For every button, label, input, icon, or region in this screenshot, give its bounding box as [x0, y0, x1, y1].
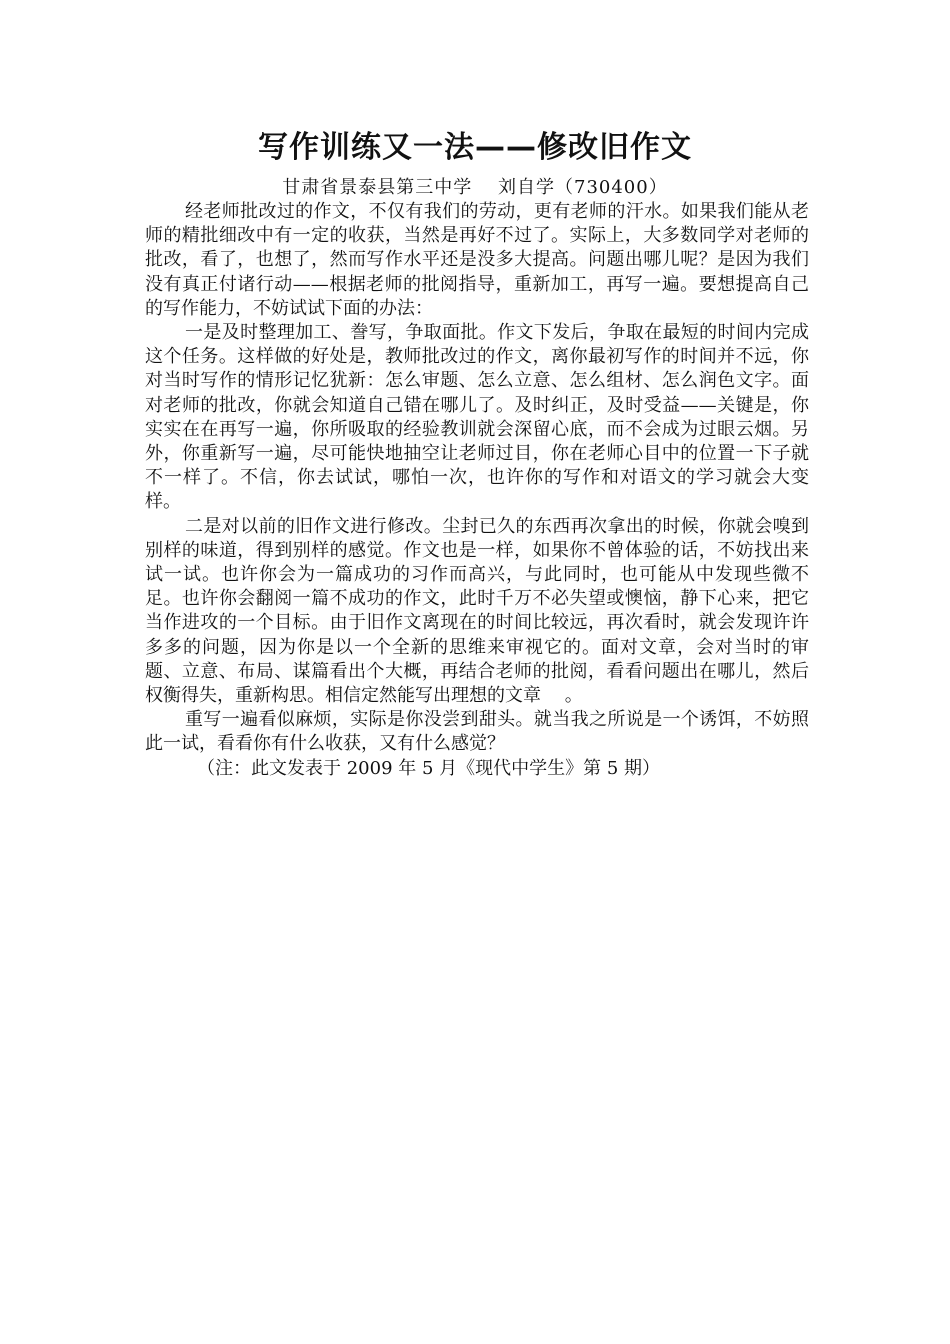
article-title: 写作训练又一法——修改旧作文 [258, 130, 692, 165]
paragraph-conclusion: 重写一遍看似麻烦，实际是你没尝到甜头。就当我之所说是一个诱饵，不妨照此一试，看看你有什么收获，又有什么感觉？ [145, 709, 809, 755]
publication-note: （注：此文发表于 2009 年 5 月《现代中学生》第 5 期） [197, 757, 661, 779]
paragraph-method-one: 一是及时整理加工、誊写，争取面批。作文下发后，争取在最短的时间内完成这个任务。这样做的好处是，教师批改过的作文，离你最初写作的时间并不远，你对当时写作的情形记忆犹新：怎么审题、怎么立意、怎么组材、怎么润色文字。面对老师的批改，你就会知道自己错在哪儿了。及时纠正，及时受益——关键是，你实实在在再写一遍，你所吸取的经验教训就会深留心底，而不会成为过眼云烟。另外，你重新写一遍，尽可能快地抽空让老师过目，你在老师心目中的位置一下子就不一样了。不信，你去试试，哪怕一次，也许你的写作和对语文的学习就会大变样。 [145, 322, 809, 513]
author-byline: 甘肃省景泰县第三中学 刘自学（730400） [282, 177, 668, 198]
paragraph-method-two: 二是对以前的旧作文进行修改。尘封已久的东西再次拿出的时候，你就会嗅到别样的味道，得到别样的感觉。作文也是一样，如果你不曾体验的话，不妨找出来试一试。也许你会为一篇成功的习作而高兴，与此同时，也可能从中发现些微不足。也许你会翻阅一篇不成功的作文，此时千万不必失望或懊恼，静下心来，把它当作进攻的一个目标。由于旧作文离现在的时间比较远，再次看时，就会发现许许多多的问题，因为你是以一个全新的思维来审视它的。面对文章，会对当时的审题、立意、布局、谋篇看出个大概，再结合老师的批阅，看看问题出在哪儿，然后权衡得失，重新构思。相信定然能写出理想的文章 。 [145, 515, 809, 707]
paragraph-intro: 经老师批改过的作文，不仅有我们的劳动，更有老师的汗水。如果我们能从老师的精批细改中有一定的收获，当然是再好不过了。实际上，大多数同学对老师的批改，看了，也想了，然而写作水平还是没多大提高。问题出哪儿呢？是因为我们没有真正付诸行动——根据老师的批阅指导，重新加工，再写一遍。要想提高自己的写作能力，不妨试试下面的办法： [145, 201, 809, 319]
article-body [145, 200, 809, 781]
